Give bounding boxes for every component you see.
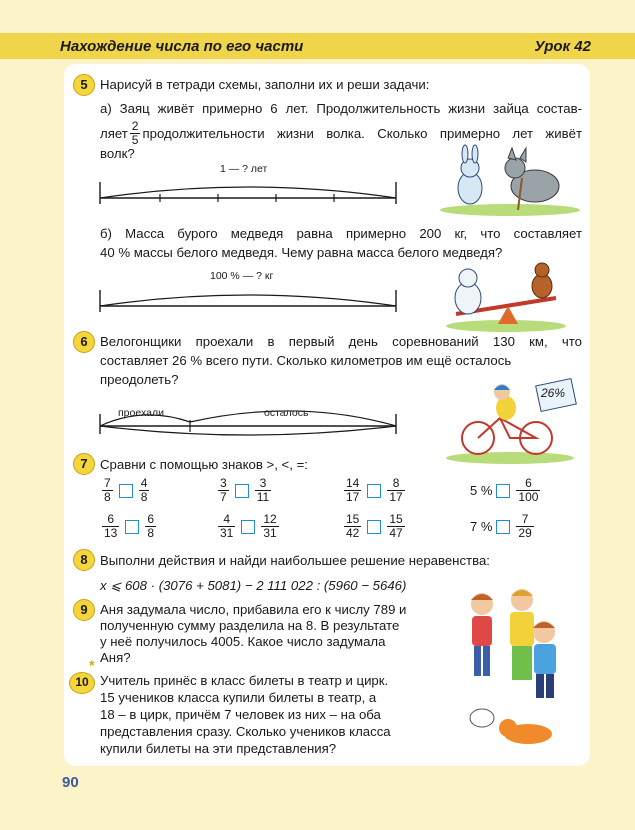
- bears-seesaw-illustration: [446, 262, 566, 332]
- denominator: 8: [147, 526, 155, 540]
- numerator: 7: [516, 513, 533, 527]
- numerator: 14: [346, 476, 360, 490]
- task-8-expression: x ⩽ 608 · (3076 + 5081) − 2 111 022 : (5960 − 5646): [100, 578, 407, 593]
- task-5a-fraction: [130, 120, 141, 147]
- denominator: 42: [346, 526, 360, 540]
- scheme-5b: [98, 278, 398, 318]
- answer-box[interactable]: [119, 484, 133, 498]
- task-8-prompt: Выполни действия и найди наибольшее решение неравенства:: [100, 553, 490, 568]
- answer-box[interactable]: [235, 484, 249, 498]
- numerator: 7: [104, 476, 111, 490]
- answer-box[interactable]: [125, 520, 139, 534]
- scheme-5a-label: 1 — ? лет: [220, 163, 268, 175]
- percent: 7 %: [470, 519, 493, 534]
- compare-item: [342, 513, 407, 540]
- compare-item: [216, 477, 273, 504]
- denominator: 31: [220, 526, 234, 540]
- task-9-line3: у неё получилось 4005. Какое число задумала: [100, 634, 386, 649]
- task-5a-line2: [100, 120, 582, 147]
- numerator: 3: [255, 477, 271, 491]
- compare-item: [100, 477, 151, 504]
- compare-item: [470, 477, 542, 504]
- task-5-badge: 5: [73, 74, 95, 96]
- task-6-line1: Велогонщики проехали в первый день соревнований 130 км, что: [100, 334, 582, 349]
- denominator: 11: [256, 490, 270, 504]
- task-10-line2: 15 учеников класса купили билеты в театр, а: [100, 690, 377, 705]
- page-number: 90: [62, 774, 79, 791]
- numerator: 4: [218, 513, 235, 527]
- answer-box[interactable]: [367, 484, 381, 498]
- numerator: 6: [147, 512, 155, 526]
- answer-box[interactable]: [367, 520, 381, 534]
- page-title: Нахождение числа по его части: [60, 38, 304, 55]
- fraction-numerator: 2: [131, 119, 139, 133]
- numerator: 6: [516, 477, 540, 491]
- numerator: 4: [140, 476, 148, 490]
- lesson-number: Урок 42: [534, 38, 591, 55]
- denominator: 100: [518, 490, 539, 504]
- task-5a-line1: а) Заяц живёт примерно 6 лет. Продолжительность жизни зайца состав-: [100, 101, 582, 116]
- task-7-badge: 7: [73, 453, 95, 475]
- denominator: 7: [220, 490, 227, 504]
- denominator: 8: [104, 490, 111, 504]
- task-10-star: *: [89, 657, 95, 673]
- children-cat-illustration: [452, 588, 578, 756]
- percent: 5 %: [470, 483, 493, 498]
- denominator: 31: [263, 526, 277, 540]
- scheme-5a: [98, 170, 398, 210]
- task-7-prompt: Сравни с помощью знаков >, <, =:: [100, 457, 308, 472]
- task-9-line4: Аня?: [100, 650, 131, 665]
- denominator: 8: [140, 490, 148, 504]
- task-5a-line2-pre: ляет: [100, 126, 128, 141]
- compare-item: [342, 477, 407, 504]
- scheme-6-label-left: проехали: [118, 407, 164, 419]
- compare-item: [100, 513, 158, 540]
- task-10-line4: представления сразу. Сколько учеников класса: [100, 724, 391, 739]
- task-10-line3: 18 – в цирк, причём 7 человек из них – на оба: [100, 707, 381, 722]
- hare-wolf-illustration: [440, 148, 580, 218]
- answer-box[interactable]: [496, 520, 510, 534]
- task-6-line3: преодолеть?: [100, 372, 179, 387]
- denominator: 29: [518, 526, 532, 540]
- numerator: 3: [220, 476, 227, 490]
- task-5a-line3: волк?: [100, 146, 135, 161]
- task-10-line5: купили билеты на эти представления?: [100, 741, 337, 756]
- task-5-intro: Нарисуй в тетради схемы, заполни их и реши задачи:: [100, 77, 430, 92]
- scheme-6-label-right: осталось: [264, 407, 309, 419]
- fraction-denominator: 5: [131, 133, 139, 147]
- answer-box[interactable]: [241, 520, 255, 534]
- task-9-line1: Аня задумала число, прибавила его к числу 789 и: [100, 602, 407, 617]
- task-5b-line2: 40 % массы белого медведя. Чему равна масса белого медведя?: [100, 245, 503, 260]
- numerator: 6: [102, 513, 119, 527]
- task-10-badge: 10: [69, 672, 95, 694]
- task-10-line1: Учитель принёс в класс билеты в театр и цирк.: [100, 673, 389, 688]
- compare-item: [470, 513, 536, 540]
- denominator: 17: [346, 490, 360, 504]
- task-8-badge: 8: [73, 549, 95, 571]
- answer-box[interactable]: [496, 484, 510, 498]
- denominator: 17: [389, 490, 403, 504]
- cyclist-sign: 26%: [541, 386, 566, 400]
- task-9-badge: 9: [73, 599, 95, 621]
- numerator: 12: [263, 512, 277, 526]
- denominator: 13: [104, 526, 118, 540]
- numerator: 15: [346, 512, 360, 526]
- numerator: 8: [387, 477, 404, 491]
- task-5b-line1: б) Масса бурого медведя равна примерно 200 кг, что составляет: [100, 226, 582, 241]
- scheme-5b-label: 100 % — ? кг: [210, 270, 274, 282]
- compare-item: [216, 513, 281, 540]
- task-6-line2: составляет 26 % всего пути. Сколько километров им ещё осталось: [100, 353, 512, 368]
- denominator: 47: [389, 526, 403, 540]
- scheme-6: [98, 404, 398, 440]
- task-5a-line2-post: продолжительности жизни волка. Сколько примерно лет живёт: [142, 126, 582, 141]
- task-9-line2: полученную сумму разделила на 8. В результате: [100, 618, 400, 633]
- numerator: 15: [389, 512, 403, 526]
- task-6-badge: 6: [73, 331, 95, 353]
